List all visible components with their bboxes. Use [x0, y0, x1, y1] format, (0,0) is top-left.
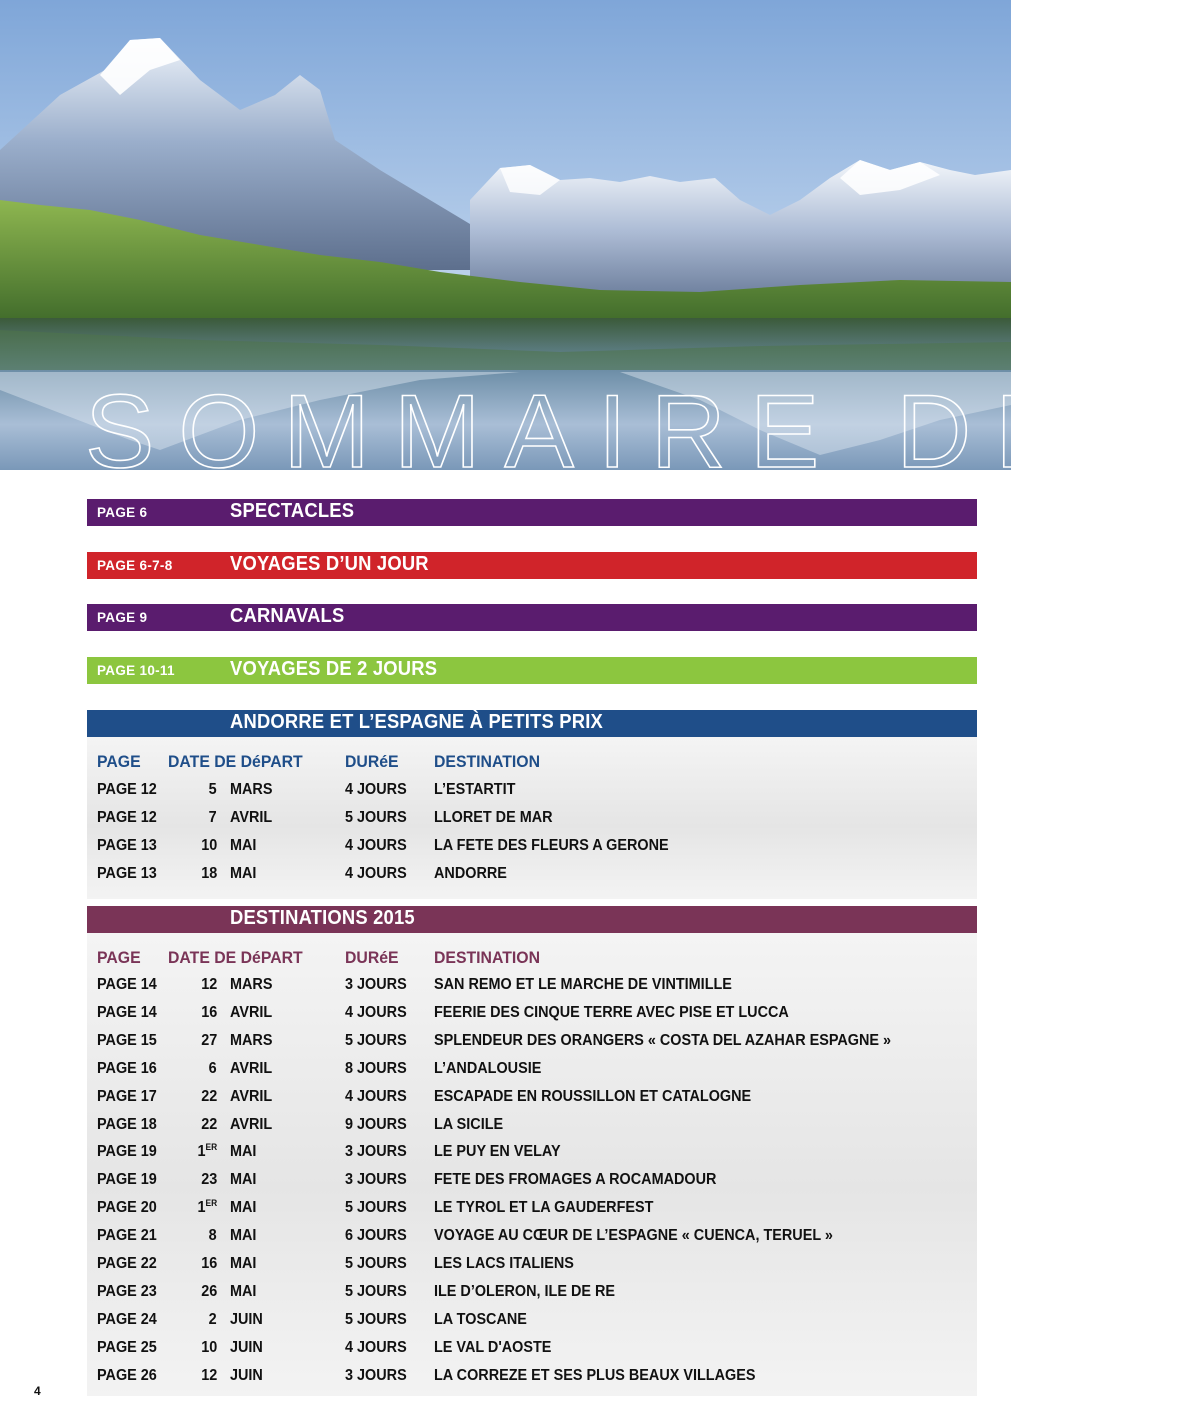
- cell-page: PAGE 14: [97, 976, 157, 993]
- section-bar-voyages-2-jours: [87, 657, 977, 684]
- table-row: [87, 1088, 977, 1112]
- section-title: CARNAVALS: [230, 605, 345, 627]
- cell-month: AVRIL: [230, 1059, 273, 1077]
- day-number: 23: [200, 1171, 217, 1189]
- cell-page: PAGE 16: [97, 1059, 157, 1077]
- table-row: [87, 781, 977, 805]
- hero-image: [0, 0, 1182, 490]
- day-number: 10: [200, 837, 217, 854]
- cell-duration: 4 JOURS: [345, 837, 407, 854]
- section-page: PAGE 6-7-8: [97, 558, 173, 573]
- cell-day: [201, 865, 217, 883]
- cell-duration: 3 JOURS: [345, 1366, 407, 1384]
- table-row: [87, 1004, 977, 1028]
- cell-page: PAGE 22: [97, 1255, 157, 1272]
- day-number: 12: [200, 976, 217, 993]
- section-title: SPECTACLES: [230, 500, 355, 522]
- page-number: 4: [34, 1384, 41, 1398]
- day-number: 16: [200, 1255, 217, 1272]
- section-title: ANDORRE ET L’ESPAGNE À PETITS PRIX: [230, 711, 603, 733]
- cell-month: AVRIL: [230, 1115, 273, 1133]
- cell-page: PAGE 26: [97, 1366, 157, 1384]
- table-row: [87, 1339, 977, 1363]
- cell-destination: LA TOSCANE: [434, 1310, 527, 1328]
- table-row: [87, 809, 977, 833]
- cell-destination: LES LACS ITALIENS: [434, 1255, 574, 1272]
- cell-destination: VOYAGE AU CŒUR DE L’ESPAGNE « CUENCA, TERUEL »: [434, 1227, 833, 1245]
- cell-destination: L’ANDALOUSIE: [434, 1059, 542, 1077]
- table-header: [87, 752, 977, 776]
- cell-page: PAGE 12: [97, 781, 157, 798]
- cell-page: PAGE 12: [97, 809, 157, 826]
- cell-page: PAGE 18: [97, 1115, 157, 1133]
- day-number: 22: [200, 1115, 217, 1133]
- section-bar-destinations-2015: [87, 906, 977, 933]
- table-row: [87, 1116, 977, 1140]
- cell-page: PAGE 15: [97, 1031, 157, 1049]
- cell-day: [201, 976, 217, 994]
- table-row: [87, 1032, 977, 1056]
- cell-destination: ILE D’OLERON, ILE DE RE: [434, 1282, 616, 1300]
- cell-duration: 5 JOURS: [345, 1282, 407, 1300]
- header-date: DATE DE DéPART: [168, 752, 303, 771]
- day-number: 6: [208, 1059, 217, 1077]
- cell-destination: FETE DES FROMAGES A ROCAMADOUR: [434, 1171, 717, 1189]
- day-number: 27: [200, 1031, 217, 1049]
- cell-page: PAGE 23: [97, 1282, 157, 1300]
- cell-destination: LE PUY EN VELAY: [434, 1143, 561, 1161]
- cell-page: PAGE 19: [97, 1171, 157, 1189]
- section-bar-spectacles: [87, 499, 977, 526]
- cell-duration: 5 JOURS: [345, 1255, 407, 1272]
- table-row: [87, 865, 977, 889]
- cell-month: MAI: [230, 837, 257, 854]
- table-row: [87, 1199, 977, 1223]
- cell-day: [197, 1199, 217, 1217]
- cell-day: [209, 809, 217, 827]
- day-number: 5: [208, 781, 217, 798]
- cell-duration: 4 JOURS: [345, 1003, 407, 1021]
- cell-page: PAGE 13: [97, 865, 157, 882]
- cell-destination: FEERIE DES CINQUE TERRE AVEC PISE ET LUCCA: [434, 1003, 789, 1021]
- cell-day: [201, 837, 217, 855]
- day-number: 8: [208, 1227, 217, 1245]
- cell-page: PAGE 25: [97, 1338, 157, 1356]
- cell-month: JUIN: [230, 1366, 263, 1384]
- cell-duration: 5 JOURS: [345, 1199, 407, 1217]
- cell-duration: 6 JOURS: [345, 1227, 407, 1245]
- cell-month: AVRIL: [230, 809, 273, 826]
- cell-duration: 4 JOURS: [345, 1338, 407, 1356]
- cell-destination: LA CORREZE ET SES PLUS BEAUX VILLAGES: [434, 1366, 756, 1384]
- day-number: 22: [200, 1087, 217, 1105]
- cell-day: [209, 1060, 217, 1078]
- cell-month: MAI: [230, 865, 257, 882]
- section-title: DESTINATIONS 2015: [230, 907, 415, 929]
- cell-day: [209, 1311, 217, 1329]
- cell-month: MAI: [230, 1282, 257, 1300]
- cell-page: PAGE 14: [97, 1003, 157, 1021]
- day-number: 7: [208, 809, 217, 826]
- header-duration: DURéE: [345, 752, 399, 771]
- cell-destination: LE VAL D'AOSTE: [434, 1338, 552, 1356]
- header-page: PAGE: [97, 752, 141, 771]
- cell-day: [201, 1032, 217, 1050]
- cell-day: [201, 1339, 217, 1357]
- cell-day: [201, 1116, 217, 1134]
- day-number: 1: [197, 1143, 206, 1161]
- cell-day: [201, 1283, 217, 1301]
- cell-day: [197, 1143, 217, 1161]
- cell-day: [201, 1367, 217, 1385]
- day-number: 26: [200, 1282, 217, 1300]
- header-duration: DURéE: [345, 948, 399, 967]
- cell-duration: 9 JOURS: [345, 1115, 407, 1133]
- day-number: 12: [200, 1366, 217, 1384]
- cell-page: PAGE 20: [97, 1199, 157, 1217]
- cell-month: AVRIL: [230, 1003, 273, 1021]
- cell-duration: 3 JOURS: [345, 1143, 407, 1161]
- table-row: [87, 1060, 977, 1084]
- cell-duration: 5 JOURS: [345, 809, 407, 826]
- cell-destination: ANDORRE: [434, 865, 507, 882]
- cell-duration: 5 JOURS: [345, 1310, 407, 1328]
- section-page: PAGE 10-11: [97, 663, 175, 678]
- cell-page: PAGE 24: [97, 1310, 157, 1328]
- day-number: 18: [200, 865, 217, 882]
- cell-month: MAI: [230, 1143, 257, 1161]
- cell-page: PAGE 13: [97, 837, 157, 854]
- cell-month: MAI: [230, 1199, 257, 1217]
- cell-page: PAGE 19: [97, 1143, 157, 1161]
- cell-day: [201, 1004, 217, 1022]
- table-row: [87, 1283, 977, 1307]
- table-row: [87, 1171, 977, 1195]
- cell-page: PAGE 17: [97, 1087, 157, 1105]
- andorre-table: [87, 737, 977, 899]
- day-number: 2: [208, 1310, 217, 1328]
- cell-day: [201, 1088, 217, 1106]
- day-suffix: ER: [205, 1142, 217, 1153]
- table-row: [87, 1367, 977, 1391]
- cell-month: MAI: [230, 1171, 257, 1189]
- cell-day: [209, 1227, 217, 1245]
- header-destination: DESTINATION: [434, 948, 540, 967]
- cell-day: [201, 1255, 217, 1273]
- cell-day: [201, 1171, 217, 1189]
- cell-destination: SPLENDEUR DES ORANGERS « COSTA DEL AZAHAR ESPAGNE »: [434, 1031, 892, 1049]
- cell-duration: 5 JOURS: [345, 1031, 407, 1049]
- section-page: PAGE 6: [97, 505, 148, 520]
- cell-destination: ESCAPADE EN ROUSSILLON ET CATALOGNE: [434, 1087, 752, 1105]
- section-title: VOYAGES DE 2 JOURS: [230, 658, 438, 680]
- cell-month: MARS: [230, 1031, 273, 1049]
- cell-month: AVRIL: [230, 1087, 273, 1105]
- cell-destination: LE TYROL ET LA GAUDERFEST: [434, 1199, 654, 1217]
- section-bar-andorre: [87, 710, 977, 737]
- cell-month: JUIN: [230, 1338, 263, 1356]
- day-number: 1: [197, 1199, 206, 1217]
- table-row: [87, 1255, 977, 1279]
- cell-duration: 3 JOURS: [345, 1171, 407, 1189]
- section-bar-carnavals: [87, 604, 977, 631]
- cell-destination: SAN REMO ET LE MARCHE DE VINTIMILLE: [434, 976, 732, 993]
- page-title: SOMMAIRE DES: [85, 374, 1182, 490]
- cell-duration: 8 JOURS: [345, 1059, 407, 1077]
- day-suffix: ER: [205, 1198, 217, 1209]
- table-header: [87, 948, 977, 972]
- header-date: DATE DE DéPART: [168, 948, 303, 967]
- cell-destination: LA SICILE: [434, 1115, 504, 1133]
- cell-month: MARS: [230, 976, 273, 993]
- section-page: PAGE 9: [97, 610, 148, 625]
- cell-month: JUIN: [230, 1310, 263, 1328]
- table-row: [87, 1143, 977, 1167]
- cell-day: [209, 781, 217, 799]
- day-number: 16: [200, 1003, 217, 1021]
- cell-month: MARS: [230, 781, 273, 798]
- cell-duration: 4 JOURS: [345, 865, 407, 882]
- section-title: VOYAGES D’UN JOUR: [230, 553, 429, 575]
- table-row: [87, 837, 977, 861]
- header-page: PAGE: [97, 948, 141, 967]
- cell-destination: L’ESTARTIT: [434, 781, 516, 798]
- cell-destination: LA FETE DES FLEURS A GERONE: [434, 837, 669, 854]
- day-number: 10: [200, 1338, 217, 1356]
- header-destination: DESTINATION: [434, 752, 540, 771]
- cell-duration: 3 JOURS: [345, 976, 407, 993]
- cell-page: PAGE 21: [97, 1227, 157, 1245]
- table-row: [87, 1227, 977, 1251]
- table-row: [87, 1311, 977, 1335]
- cell-month: MAI: [230, 1255, 257, 1272]
- cell-duration: 4 JOURS: [345, 781, 407, 798]
- destinations-table: [87, 933, 977, 1396]
- cell-month: MAI: [230, 1227, 257, 1245]
- section-bar-voyages-un-jour: [87, 552, 977, 579]
- cell-duration: 4 JOURS: [345, 1087, 407, 1105]
- cell-destination: LLORET DE MAR: [434, 809, 553, 826]
- table-row: [87, 976, 977, 1000]
